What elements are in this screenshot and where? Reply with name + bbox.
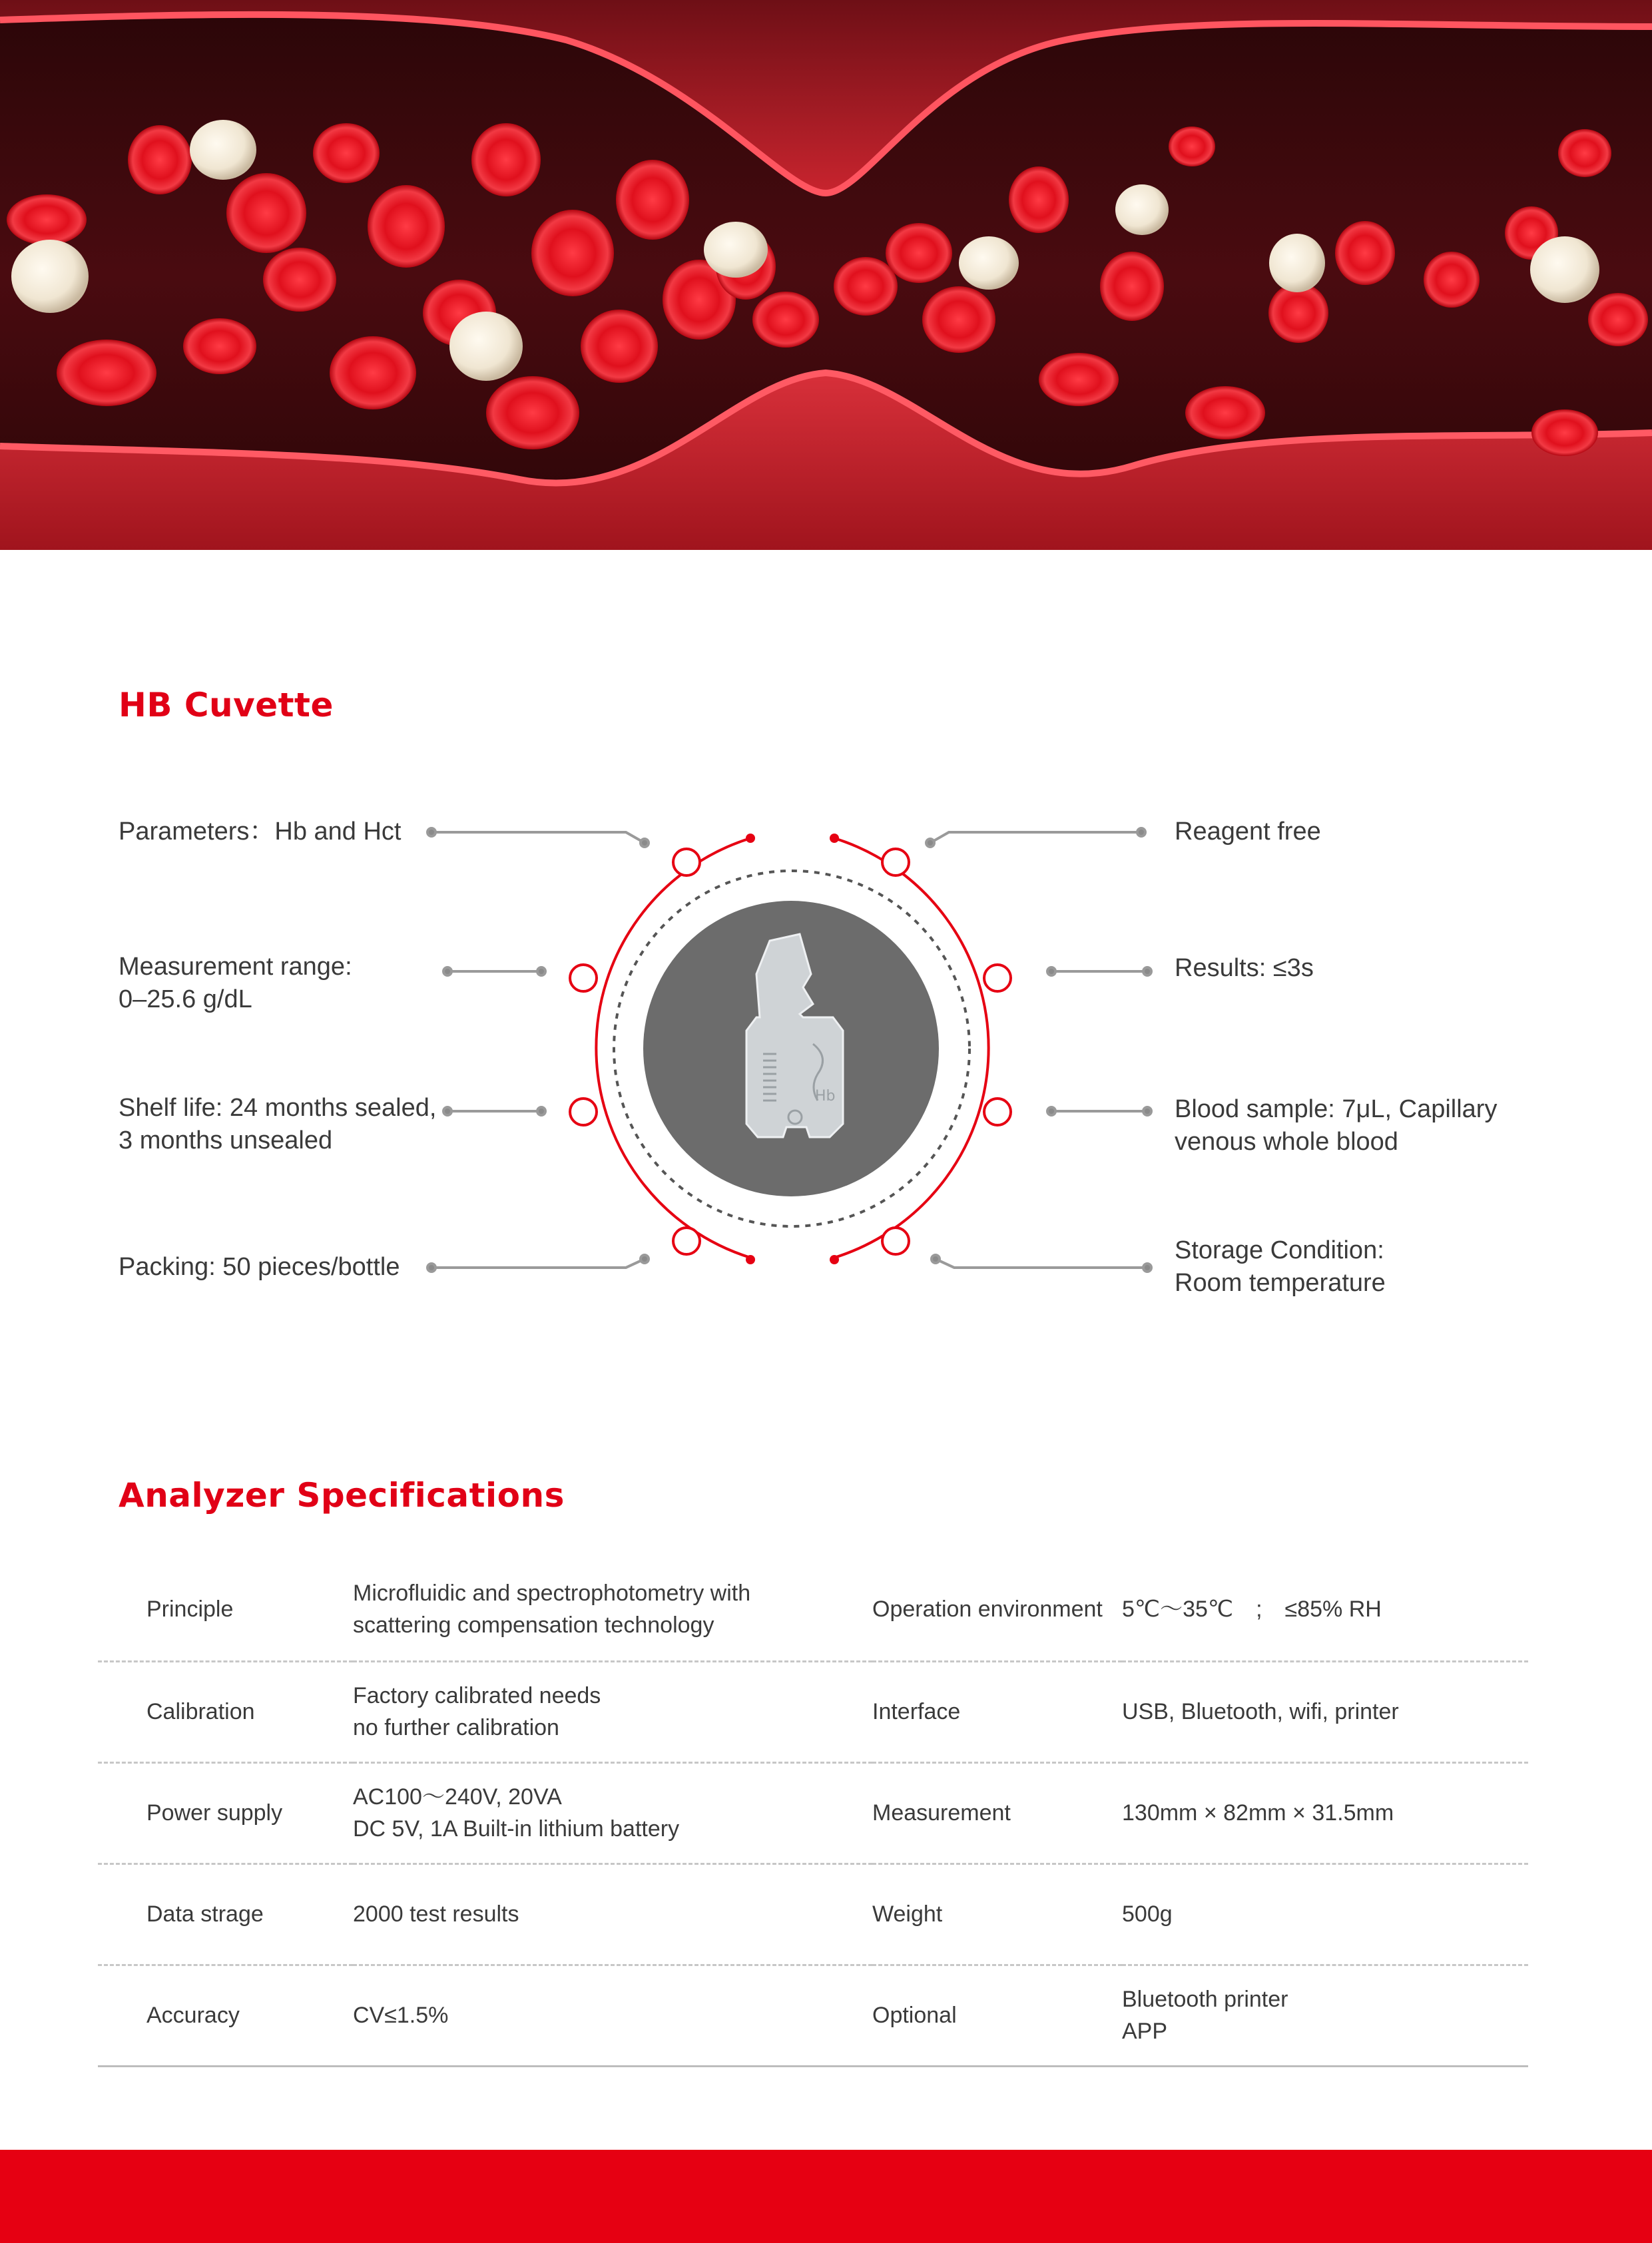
table-row <box>98 1558 1528 1661</box>
spec-value: 5℃～35℃ ; ≤85% RH <box>1122 1596 1382 1622</box>
table-row <box>98 1661 1528 1762</box>
spec-key: Data strage <box>146 1901 264 1927</box>
spec-key: Optional <box>872 2003 957 2028</box>
spec-value: Bluetooth printer APP <box>1122 1987 1288 2044</box>
spec-value: AC100～240V, 20VA DC 5V, 1A Built-in lithium battery <box>353 1784 680 1842</box>
spec-value: CV≤1.5% <box>353 2003 449 2028</box>
table-row <box>98 1762 1528 1864</box>
spec-key: Weight <box>872 1901 943 1927</box>
spec-value: Microfluidic and spectrophotometry with scattering compensation technology <box>353 1580 751 1638</box>
cuvette-image <box>643 901 939 1196</box>
spec-value: Factory calibrated needs no further calibration <box>353 1683 601 1740</box>
spec-value: 2000 test results <box>353 1901 519 1927</box>
specs-table <box>98 1558 1528 2067</box>
table-row <box>98 1965 1528 2066</box>
specs-section-title: Analyzer Specifications <box>119 1476 565 1515</box>
spec-key: Calibration <box>146 1699 255 1724</box>
param-storage-condition: Storage Condition: Room temperature <box>1175 1236 1386 1297</box>
cuvette-strip-label: Hb <box>815 1088 836 1105</box>
cuvette-section-title: HB Cuvette <box>119 686 334 724</box>
param-results: Results: ≤3s <box>1175 954 1314 982</box>
param-parameters: Parameters：Hb and Hct <box>119 818 402 846</box>
footer-red-bar <box>0 2150 1652 2243</box>
spec-key: Principle <box>146 1596 234 1622</box>
spec-key: Operation environment <box>872 1596 1103 1622</box>
param-shelf-life: Shelf life: 24 months sealed, 3 months unsealed <box>119 1094 437 1154</box>
param-measurement-range: Measurement range: 0–25.6 g/dL <box>119 953 352 1013</box>
spec-key: Measurement <box>872 1800 1011 1826</box>
spec-key: Accuracy <box>146 2003 240 2028</box>
param-packing: Packing: 50 pieces/bottle <box>119 1253 400 1281</box>
spec-value: USB, Bluetooth, wifi, printer <box>1122 1699 1399 1724</box>
param-blood-sample: Blood sample: 7μL, Capillary venous whole blood <box>1175 1095 1498 1156</box>
spec-value: 130mm × 82mm × 31.5mm <box>1122 1800 1394 1826</box>
spec-key: Power supply <box>146 1800 283 1826</box>
param-reagent-free: Reagent free <box>1175 818 1321 846</box>
spec-value: 500g <box>1122 1901 1173 1927</box>
table-row <box>98 1864 1528 1965</box>
spec-key: Interface <box>872 1699 961 1724</box>
